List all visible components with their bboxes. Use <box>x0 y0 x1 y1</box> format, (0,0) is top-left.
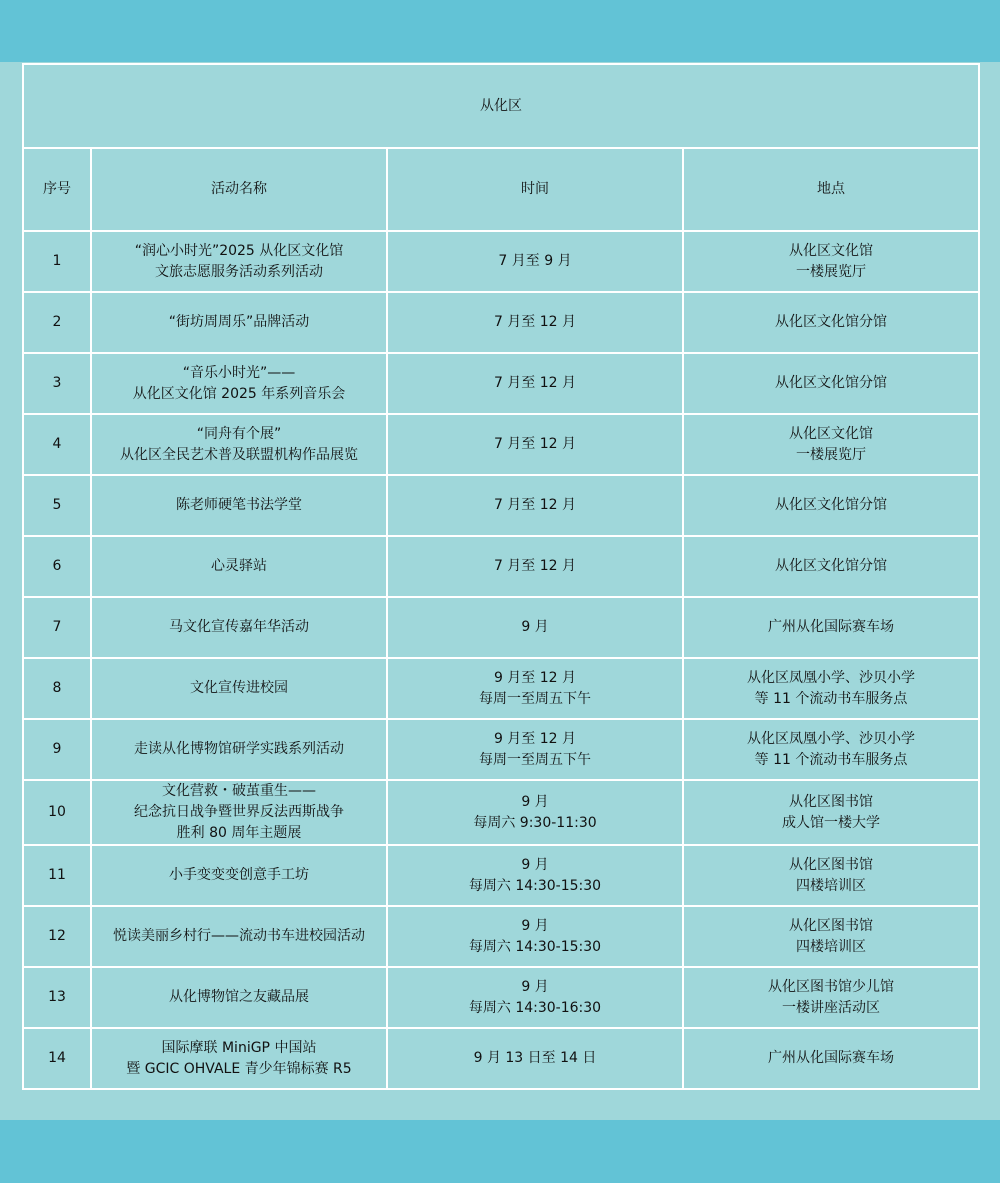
row-number: 12 <box>23 906 91 967</box>
row-number: 3 <box>23 353 91 414</box>
activity-place-cell <box>683 967 979 1028</box>
activity-name-line: 从化区文化馆 2025 年系列音乐会 <box>132 385 346 402</box>
table-row <box>23 231 979 292</box>
activity-name-line: 胜利 80 周年主题展 <box>176 825 302 841</box>
activity-place-line: 从化区文化馆分馆 <box>775 558 887 574</box>
activity-time-line: 7 月至 9 月 <box>498 253 572 269</box>
activity-place-cell <box>683 231 979 292</box>
row-number: 1 <box>23 231 91 292</box>
activity-name-cell <box>91 597 387 658</box>
activity-time-cell <box>387 658 683 719</box>
activity-place-line: 从化区图书馆 <box>789 856 873 873</box>
table-row <box>23 906 979 967</box>
activity-name-line: 从化博物馆之友藏品展 <box>169 989 309 1005</box>
activity-place-line: 从化区图书馆少儿馆 <box>768 978 894 995</box>
activity-time-line: 每周六 14:30-16:30 <box>468 999 602 1016</box>
activity-time-line: 7 月至 12 月 <box>493 558 577 574</box>
activity-name-line: 文旅志愿服务活动系列活动 <box>155 263 323 280</box>
activity-place-line: 从化区图书馆 <box>789 793 873 810</box>
header-row <box>23 148 979 231</box>
table-title: 从化区 <box>23 64 979 148</box>
table-row <box>23 1028 979 1089</box>
activity-time-cell <box>387 414 683 475</box>
activity-time-line: 7 月至 12 月 <box>493 314 577 330</box>
activity-time-cell <box>387 1028 683 1089</box>
top-band <box>0 0 1000 62</box>
activity-place-line: 从化区文化馆 <box>789 242 873 259</box>
row-number: 5 <box>23 475 91 536</box>
activity-place-cell <box>683 597 979 658</box>
activity-time-cell <box>387 967 683 1028</box>
activity-time-cell <box>387 845 683 906</box>
activity-place-line: 从化区文化馆分馆 <box>775 375 887 391</box>
table-row <box>23 475 979 536</box>
activity-name-cell <box>91 475 387 536</box>
activity-time-cell <box>387 536 683 597</box>
activity-place-line: 成人馆一楼大学 <box>782 814 880 831</box>
activity-time-line: 7 月至 12 月 <box>493 497 577 513</box>
activity-name-cell <box>91 780 387 845</box>
activity-name-cell <box>91 719 387 780</box>
activity-name-line: 纪念抗日战争暨世界反法西斯战争 <box>134 804 344 820</box>
row-number: 9 <box>23 719 91 780</box>
table-row <box>23 414 979 475</box>
activity-time-line: 9 月 <box>521 856 549 873</box>
activity-name-line: “街坊周周乐”品牌活动 <box>168 314 310 330</box>
row-number: 2 <box>23 292 91 353</box>
row-number: 4 <box>23 414 91 475</box>
activity-name-cell <box>91 353 387 414</box>
activity-place-line: 从化区凤凰小学、沙贝小学 <box>747 730 915 747</box>
activity-name-line: “同舟有个展” <box>196 425 282 442</box>
activity-place-line: 一楼展览厅 <box>796 263 866 280</box>
activity-time-cell <box>387 475 683 536</box>
activity-name-cell <box>91 536 387 597</box>
activity-time-line: 9 月至 12 月 <box>493 669 577 686</box>
activity-name-cell <box>91 231 387 292</box>
activity-name-line: 国际摩联 MiniGP 中国站 <box>161 1039 317 1056</box>
row-number: 10 <box>23 780 91 845</box>
activity-time-line: 7 月至 12 月 <box>493 375 577 391</box>
activity-place-line: 从化区文化馆 <box>789 425 873 442</box>
activity-place-cell <box>683 414 979 475</box>
activity-place-cell <box>683 845 979 906</box>
activity-time-line: 9 月 <box>521 793 549 810</box>
activity-place-line: 广州从化国际赛车场 <box>768 619 894 635</box>
activity-time-cell <box>387 780 683 845</box>
table-row <box>23 597 979 658</box>
activity-place-cell <box>683 719 979 780</box>
table-row <box>23 780 979 845</box>
activity-time-line: 每周六 14:30-15:30 <box>468 938 602 955</box>
activity-place-cell <box>683 353 979 414</box>
row-number: 11 <box>23 845 91 906</box>
activity-time-line: 9 月至 12 月 <box>493 730 577 747</box>
table-row <box>23 658 979 719</box>
activity-time-line: 每周一至周五下午 <box>479 690 591 707</box>
activity-name-line: 心灵驿站 <box>211 558 267 574</box>
header-place: 地点 <box>683 148 979 231</box>
schedule-table <box>22 63 980 1090</box>
activity-time-line: 每周一至周五下午 <box>479 751 591 768</box>
activity-time-line: 每周六 9:30-11:30 <box>473 814 597 831</box>
activity-place-line: 从化区文化馆分馆 <box>775 497 887 513</box>
activity-time-cell <box>387 719 683 780</box>
activity-place-cell <box>683 906 979 967</box>
activity-place-line: 广州从化国际赛车场 <box>768 1050 894 1066</box>
activity-place-line: 从化区凤凰小学、沙贝小学 <box>747 669 915 686</box>
activity-name-line: 暨 GCIC OHVALE 青少年锦标赛 R5 <box>126 1060 352 1077</box>
activity-place-cell <box>683 780 979 845</box>
bottom-band <box>0 1120 1000 1183</box>
activity-name-cell <box>91 1028 387 1089</box>
activity-name-cell <box>91 658 387 719</box>
activity-time-cell <box>387 231 683 292</box>
row-number: 14 <box>23 1028 91 1089</box>
activity-place-cell <box>683 536 979 597</box>
table-row <box>23 845 979 906</box>
activity-time-line: 9 月 13 日至 14 日 <box>473 1050 597 1066</box>
row-number: 7 <box>23 597 91 658</box>
row-number: 8 <box>23 658 91 719</box>
activity-name-cell <box>91 845 387 906</box>
activity-name-line: 陈老师硬笔书法学堂 <box>176 497 302 513</box>
activity-time-line: 9 月 <box>521 619 549 635</box>
activity-place-line: 四楼培训区 <box>796 938 866 955</box>
activity-place-cell <box>683 292 979 353</box>
activity-name-line: 文化营救・破茧重生—— <box>162 783 316 799</box>
activity-place-line: 等 11 个流动书车服务点 <box>754 751 908 768</box>
activity-name-cell <box>91 906 387 967</box>
table-row <box>23 536 979 597</box>
activity-place-line: 四楼培训区 <box>796 877 866 894</box>
header-name: 活动名称 <box>91 148 387 231</box>
activity-name-line: “音乐小时光”—— <box>182 364 296 381</box>
activity-time-cell <box>387 353 683 414</box>
title-row <box>23 64 979 148</box>
row-number: 6 <box>23 536 91 597</box>
activity-place-cell <box>683 475 979 536</box>
schedule-sheet <box>0 62 1000 1120</box>
table-row <box>23 967 979 1028</box>
table-row <box>23 719 979 780</box>
activity-time-line: 每周六 14:30-15:30 <box>468 877 602 894</box>
activity-time-line: 9 月 <box>521 978 549 995</box>
row-number: 13 <box>23 967 91 1028</box>
activity-time-cell <box>387 292 683 353</box>
activity-name-cell <box>91 967 387 1028</box>
activity-name-line: 走读从化博物馆研学实践系列活动 <box>134 741 344 757</box>
activity-place-line: 一楼展览厅 <box>796 446 866 463</box>
activity-time-cell <box>387 597 683 658</box>
activity-place-line: 从化区文化馆分馆 <box>775 314 887 330</box>
activity-name-line: 文化宣传进校园 <box>190 680 288 696</box>
activity-place-cell <box>683 658 979 719</box>
activity-name-cell <box>91 292 387 353</box>
activity-time-cell <box>387 906 683 967</box>
header-no: 序号 <box>23 148 91 231</box>
activity-name-cell <box>91 414 387 475</box>
activity-place-line: 从化区图书馆 <box>789 917 873 934</box>
activity-time-line: 7 月至 12 月 <box>493 436 577 452</box>
activity-name-line: 悦读美丽乡村行——流动书车进校园活动 <box>113 928 365 944</box>
activity-time-line: 9 月 <box>521 917 549 934</box>
activity-place-cell <box>683 1028 979 1089</box>
activity-name-line: 从化区全民艺术普及联盟机构作品展览 <box>120 446 358 463</box>
activity-name-line: 马文化宣传嘉年华活动 <box>169 619 309 635</box>
header-time: 时间 <box>387 148 683 231</box>
activity-place-line: 等 11 个流动书车服务点 <box>754 690 908 707</box>
activity-place-line: 一楼讲座活动区 <box>782 999 880 1016</box>
activity-name-line: 小手变变变创意手工坊 <box>169 867 309 883</box>
table-row <box>23 292 979 353</box>
activity-name-line: “润心小时光”2025 从化区文化馆 <box>134 242 344 259</box>
table-row <box>23 353 979 414</box>
